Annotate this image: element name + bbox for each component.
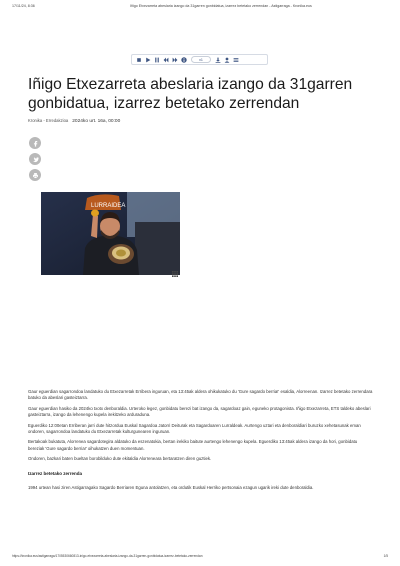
article-date: 2024ko urt. 16a, 00:00: [72, 119, 121, 124]
article-body: [28, 389, 373, 495]
body-paragraph: Ondoren, bazkari baten bueltan borobilduko dute ekitaldia Alorreneara bertaratzen diren guztiek.: [28, 456, 212, 462]
audio-player: [131, 54, 268, 65]
forward-icon[interactable]: [172, 57, 178, 63]
body-paragraph: Bertakoak bukatuta, Alorrenea sagardotegira aldatuko da eszenatokia, bertan irekiko baitute aurtengo lehenengo kupela. Eguerdiko 13:45ak aldera izango da hori, gonbidatu bereziak 'Gure sagardo berria!' oihukatzen duen momentuan.: [28, 439, 358, 451]
print-header: [12, 4, 388, 12]
twitter-share-button[interactable]: [29, 153, 41, 165]
article-section[interactable]: Kronika - Erredakzioa: [28, 118, 69, 123]
page-number: 1/5: [383, 554, 388, 558]
speed-selector[interactable]: x1: [191, 56, 211, 63]
article-photo[interactable]: [41, 192, 180, 275]
pause-icon[interactable]: [154, 57, 160, 63]
back-icon[interactable]: [163, 57, 169, 63]
menu-icon[interactable]: [233, 57, 239, 63]
gallery-icon[interactable]: [172, 271, 178, 277]
info-icon[interactable]: [181, 57, 187, 63]
user-icon[interactable]: [224, 57, 230, 63]
body-paragraph: Gaur eguerdian sagarrondoa landatuko du Etxezarretak Erribera inguruan, eta 13:45ak aldera ohikukatuko du 'Gure sagardo berria!' esaldia, Alorreenan. Izarrez betetako zerrendara batuko da abeslari gasteiztarra.: [28, 389, 373, 401]
body-paragraph: Eguerdiko 12:00etan Erriberan jarri dute hitzordua Euskal Sagardoa Jatorri Deiturak eta Sagardoaren Lurraldeak. Aurtengo uztari eta denboraldiari buruzko xehetasunak eman ondoren, sagarrondoa landatuko du Etxezarretak kulturgunearen inguruan.: [28, 422, 361, 434]
photo-sign-text: LURRAIDEA: [91, 203, 126, 209]
stop-icon[interactable]: [136, 57, 142, 63]
play-icon[interactable]: [145, 57, 151, 63]
facebook-icon: [32, 140, 39, 147]
article-headline: Iñigo Etxezarreta abeslaria izango da 31garren gonbidatua, izarrez betetako zerrendan: [28, 76, 353, 112]
facebook-share-button[interactable]: [29, 137, 41, 149]
download-icon[interactable]: [215, 57, 221, 63]
twitter-icon: [32, 156, 39, 163]
print-url: https://kronika.eus/astigarraga/1705530660813-inigo-etxezarreta-abeslaria-izango-da-31garren-gonbidatua-izarrez-betetako-zerrendan: [12, 554, 203, 558]
print-share-button[interactable]: [29, 169, 41, 181]
print-footer: [12, 554, 388, 560]
article-subheading: Izarrez betetako zerrenda: [28, 471, 83, 477]
article-meta: [28, 118, 120, 124]
body-paragraph: 1994 urtean hasi ziren Astigarragako Sagardo Berriaren Eguna antolatzen, eta ordutik Euskal Herriko pertsonaia ezagun ugarik ireki dute denboraldia.: [28, 484, 314, 490]
body-paragraph: Gaur eguerdian hasiko da 2024ko txotx denboraldia. Urteroko legez, gonbidatu berezi bat izango da, sagardoaz gain, eguneko protagonista. Iñigo Etxezarreta, ETS taldeko abeslari gasteiztarra, izango da lehenengo kupela irekitzeko arduraduna.: [28, 405, 371, 418]
print-icon: [32, 172, 39, 179]
print-date: 17/11/24, 8:36: [12, 4, 35, 8]
print-doc-title: Iñigo Etxezarreta abeslaria izango da 31garren gonbidatua, izarrez betetako zerrendan - Astigarraga - Kronika.eus: [130, 4, 312, 8]
